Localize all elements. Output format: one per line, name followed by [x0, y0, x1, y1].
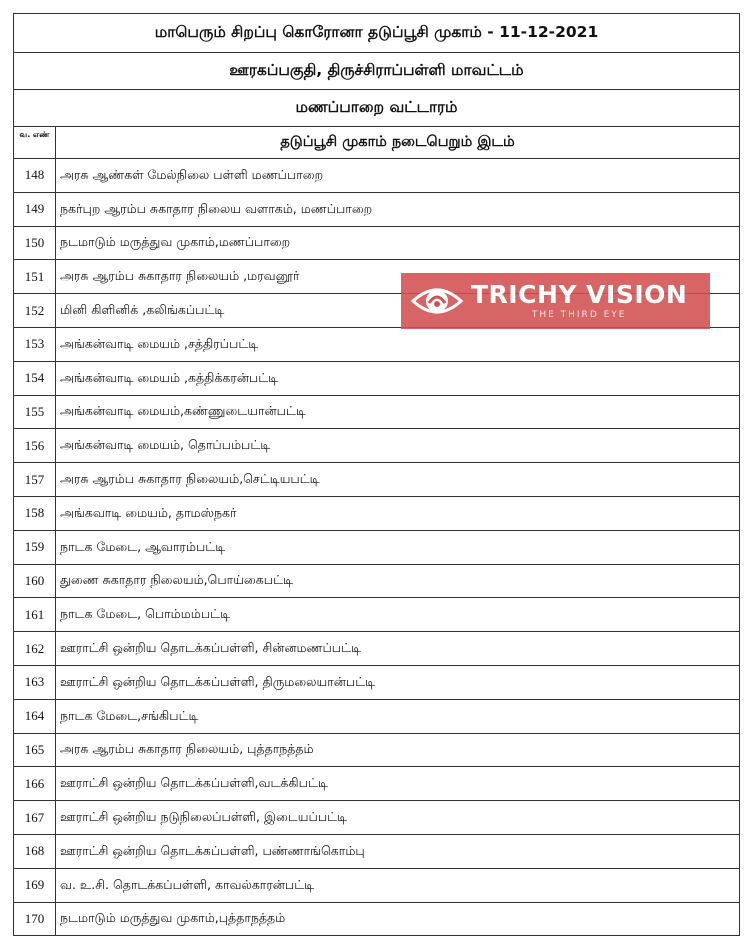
- camp-location: ஊராட்சி ஒன்றிய தொடக்கப்பள்ளி, பண்ணாங்கொம்பு: [56, 834, 740, 868]
- camp-location: அரசு ஆண்கள் மேல்நிலை பள்ளி மணப்பாறை: [56, 159, 740, 193]
- table-row: [14, 632, 740, 666]
- serial-number: 165: [14, 733, 56, 767]
- serial-number: 157: [14, 463, 56, 497]
- table-row: [14, 868, 740, 902]
- camp-location: நாடக மேடை, ஆவாரம்பட்டி: [56, 530, 740, 564]
- table-row: [14, 395, 740, 429]
- table-row: [14, 699, 740, 733]
- table-row: [14, 496, 740, 530]
- region-heading: ஊரகப்பகுதி, திருச்சிராப்பள்ளி மாவட்டம்: [14, 53, 740, 90]
- camp-location: அங்கன்வாடி மையம்,கண்ணுடையான்பட்டி: [56, 395, 740, 429]
- serial-number: 163: [14, 665, 56, 699]
- table-row: [14, 564, 740, 598]
- camp-location: அங்கவாடி மையம், தாமஸ்நகர்: [56, 496, 740, 530]
- table-row: [14, 801, 740, 835]
- serial-number: 159: [14, 530, 56, 564]
- watermark-name: TRICHY VISION: [471, 280, 688, 309]
- serial-number: 158: [14, 496, 56, 530]
- table-row: [14, 767, 740, 801]
- camp-location: அரசு ஆரம்ப சுகாதார நிலையம்,செட்டியபட்டி: [56, 463, 740, 497]
- serial-number: 152: [14, 294, 56, 328]
- table-row: [14, 530, 740, 564]
- camp-location: நாடக மேடை,சங்கிபட்டி: [56, 699, 740, 733]
- column-header-row: [14, 127, 740, 159]
- serial-number: 156: [14, 429, 56, 463]
- table-row: [14, 226, 740, 260]
- camp-location: வ. உ.சி. தொடக்கப்பள்ளி, காவல்காரன்பட்டி: [56, 868, 740, 902]
- serial-number: 170: [14, 902, 56, 936]
- table-row: [14, 463, 740, 497]
- camp-location: ஊராட்சி ஒன்றிய நடுநிலைப்பள்ளி, இடையப்பட்டி: [56, 801, 740, 835]
- block-heading: மணப்பாறை வட்டாரம்: [14, 90, 740, 127]
- block-row: [14, 90, 740, 127]
- eye-logo-icon: [409, 273, 465, 329]
- table-row: [14, 665, 740, 699]
- serial-number: 167: [14, 801, 56, 835]
- camp-location: நடமாடும் மருத்துவ முகாம்,மணப்பாறை: [56, 226, 740, 260]
- serial-column-header: வ. எண்: [14, 127, 56, 159]
- camp-location: அரசு ஆரம்ப சுகாதார நிலையம் ,மரவனூர்: [56, 260, 740, 294]
- camp-table: [13, 13, 740, 936]
- table-row: [14, 834, 740, 868]
- camp-location: மினி கிளினிக் ,கலிங்கப்பட்டி: [56, 294, 740, 328]
- serial-number: 160: [14, 564, 56, 598]
- vaccination-camp-list: [13, 13, 739, 936]
- table-row: [14, 327, 740, 361]
- serial-number: 164: [14, 699, 56, 733]
- title-row: [14, 14, 740, 53]
- camp-location: ஊராட்சி ஒன்றிய தொடக்கப்பள்ளி, சின்னமணப்பட்டி: [56, 632, 740, 666]
- serial-number: 161: [14, 598, 56, 632]
- serial-number: 155: [14, 395, 56, 429]
- table-row: [14, 598, 740, 632]
- table-row: [14, 902, 740, 936]
- camp-location: அங்கன்வாடி மையம் ,சத்திரப்பட்டி: [56, 327, 740, 361]
- table-row: [14, 429, 740, 463]
- camp-location: அங்கன்வாடி மையம், தொப்பம்பட்டி: [56, 429, 740, 463]
- camp-location: அரசு ஆரம்ப சுகாதார நிலையம், புத்தாநத்தம்: [56, 733, 740, 767]
- camp-location: நகர்புற ஆரம்ப சுகாதார நிலைய வளாகம், மணப்பாறை: [56, 192, 740, 226]
- serial-number: 149: [14, 192, 56, 226]
- region-row: [14, 53, 740, 90]
- camp-location: ஊராட்சி ஒன்றிய தொடக்கப்பள்ளி, திருமலையான்பட்டி: [56, 665, 740, 699]
- serial-number: 150: [14, 226, 56, 260]
- table-row: [14, 159, 740, 193]
- serial-number: 153: [14, 327, 56, 361]
- camp-location: அங்கன்வாடி மையம் ,கத்திக்கரன்பட்டி: [56, 361, 740, 395]
- camp-location: நாடக மேடை, பொம்மம்பட்டி: [56, 598, 740, 632]
- serial-number: 151: [14, 260, 56, 294]
- serial-number: 168: [14, 834, 56, 868]
- serial-number: 169: [14, 868, 56, 902]
- table-row: [14, 733, 740, 767]
- table-row: [14, 192, 740, 226]
- camp-location: நடமாடும் மருத்துவ முகாம்,புத்தாநத்தம்: [56, 902, 740, 936]
- place-column-header: தடுப்பூசி முகாம் நடைபெறும் இடம்: [56, 127, 740, 159]
- trichy-vision-watermark: [401, 273, 710, 329]
- camp-location: துணை சுகாதார நிலையம்,பொய்கைபட்டி: [56, 564, 740, 598]
- serial-number: 148: [14, 159, 56, 193]
- serial-number: 166: [14, 767, 56, 801]
- table-row: [14, 361, 740, 395]
- serial-number: 154: [14, 361, 56, 395]
- serial-number: 162: [14, 632, 56, 666]
- document-title: மாபெரும் சிறப்பு கொரோனா தடுப்பூசி முகாம் - 11-12-2021: [14, 14, 740, 53]
- camp-location: ஊராட்சி ஒன்றிய தொடக்கப்பள்ளி,வடக்கிபட்டி: [56, 767, 740, 801]
- watermark-tagline: THE THIRD EYE: [531, 310, 627, 320]
